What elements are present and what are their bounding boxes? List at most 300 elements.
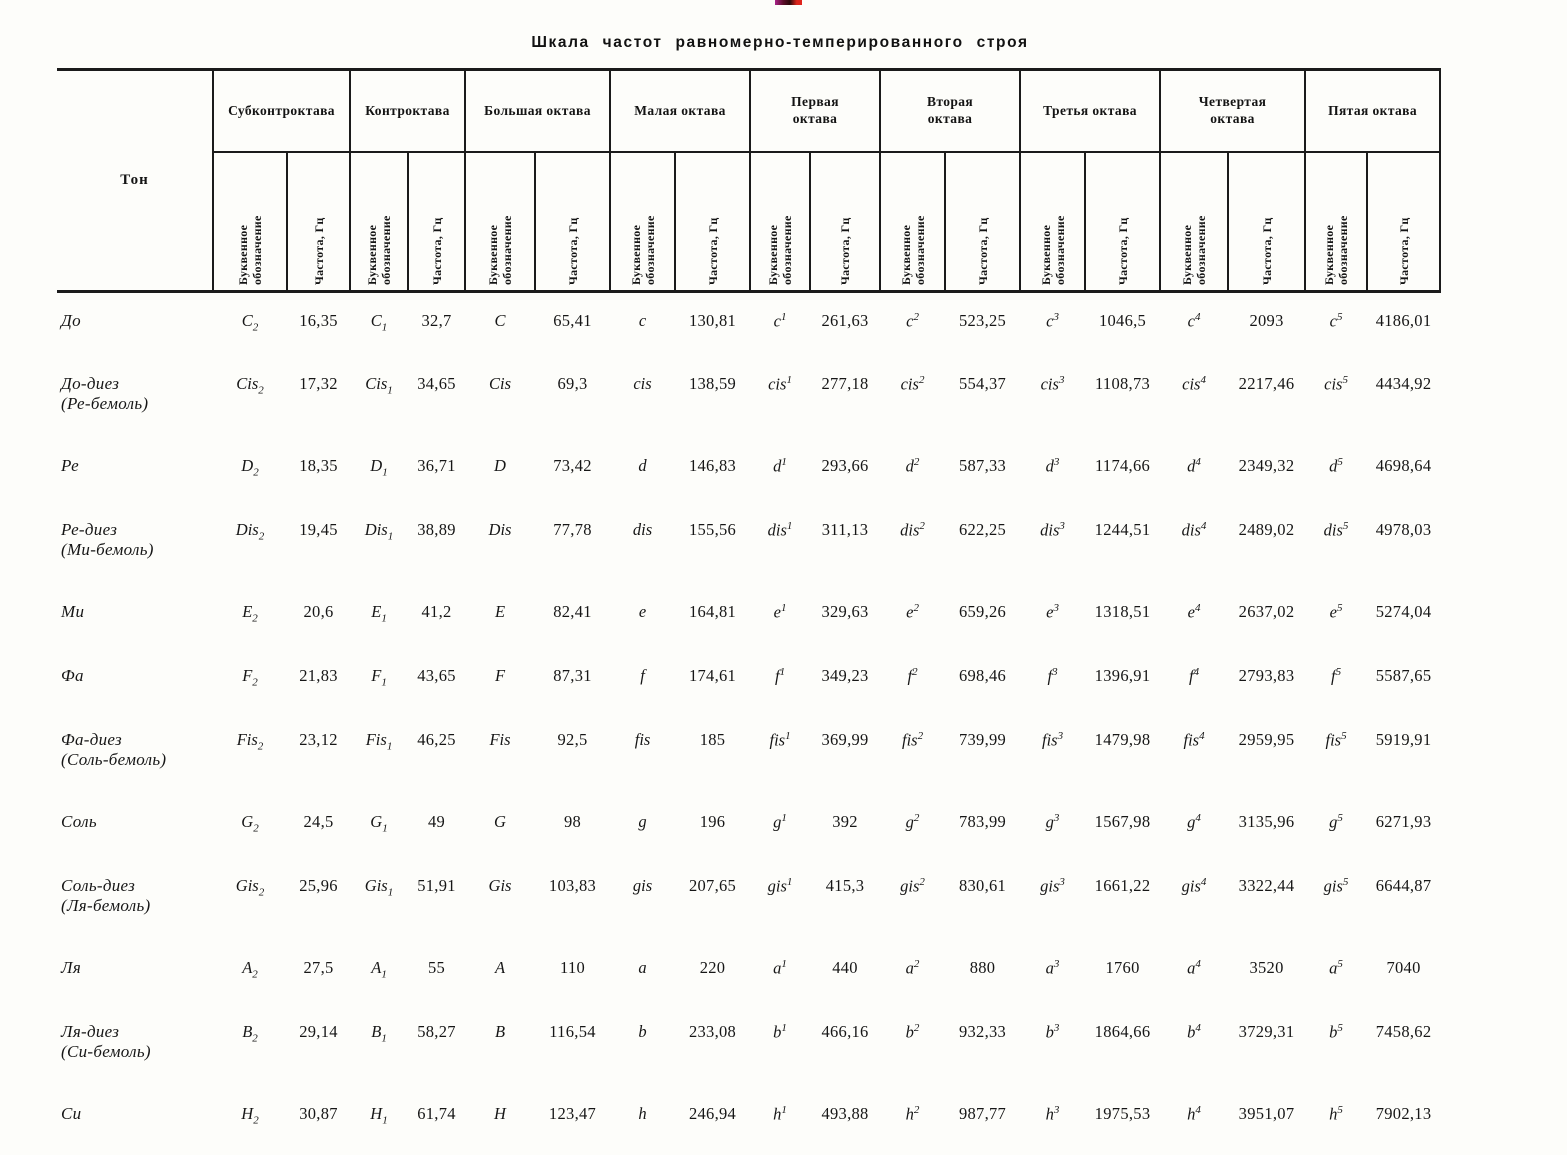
note-letter: Fis [489,729,511,749]
note-frequency: 27,5 [303,957,334,977]
note-frequency: 2489,02 [1238,519,1295,539]
note-frequency: 1760 [1105,957,1140,977]
note-letter: dis$^3$ [1040,519,1065,539]
tone-label: До-диез (Ре-бемоль) [61,373,149,413]
note-frequency: 123,47 [548,1103,597,1123]
note-letter: $E_1$ [371,601,387,624]
letter-designation-header [880,152,945,292]
note-frequency: 3951,07 [1238,1103,1295,1123]
tone-label: Ля [61,957,82,977]
note-frequency: 830,61 [958,875,1007,895]
note-frequency: 4978,03 [1375,519,1432,539]
note-frequency: 220 [699,957,726,977]
note-frequency: 1318,51 [1094,601,1151,621]
note-letter: $H_1$ [370,1103,388,1126]
note-frequency: 277,18 [821,373,869,393]
note-letter: dis$^4$ [1181,519,1207,539]
frequency-header [945,152,1020,292]
table-body [57,292,1440,1150]
note-frequency: 87,31 [553,665,592,685]
note-frequency: 1479,98 [1094,729,1151,749]
table-row [57,794,1440,858]
note-frequency: 69,3 [557,373,588,393]
note-letter: gis$^5$ [1323,875,1349,895]
octave-header [213,70,350,153]
note-letter: $c^2$ [906,311,919,331]
note-frequency: 1567,98 [1094,811,1151,831]
octave-header [750,70,880,153]
note-letter: fis$^5$ [1325,729,1347,749]
table-row [57,356,1440,438]
tone-label: Соль [61,811,97,831]
header-subrow [57,152,1440,292]
note-frequency: 38,89 [417,519,456,539]
note-letter: $H_2$ [241,1103,259,1126]
note-letter: Gis$_2$ [235,875,265,898]
note-frequency: 77,78 [553,519,592,539]
note-frequency: 493,88 [821,1103,869,1123]
note-letter: $f^2$ [907,665,918,685]
letter-designation-header-label: Буквенное обозначение [235,214,264,285]
note-letter: $F_2$ [242,665,258,688]
table-row [57,712,1440,794]
octave-header-label: Вторая октава [926,94,974,126]
note-frequency: 51,91 [417,875,456,895]
table-row [57,292,1440,356]
note-letter: f [640,665,645,685]
tone-label: Ре [61,455,79,475]
note-letter: $a^2$ [905,957,920,977]
note-letter: $A_2$ [242,957,258,980]
tone-label: Фа-диез (Соль-бемоль) [61,729,167,769]
note-letter: $e^1$ [773,601,787,621]
note-frequency: 293,66 [821,455,869,475]
note-letter: $e^4$ [1187,601,1201,621]
frequency-header [1085,152,1160,292]
note-letter: g [638,811,647,831]
note-letter: $b^2$ [905,1021,920,1041]
octave-header-label: Большая октава [484,102,591,118]
note-frequency: 987,77 [958,1103,1007,1123]
note-letter: $g^2$ [905,811,920,831]
note-letter: $C_2$ [241,311,259,334]
note-letter: $f^1$ [774,665,786,685]
table-row [57,584,1440,648]
note-letter: $a^1$ [773,957,787,977]
note-frequency: 32,7 [421,311,452,330]
note-frequency: 6644,87 [1375,875,1432,895]
note-letter: $e^3$ [1046,601,1059,621]
letter-designation-header-label: Буквенное обозначение [485,214,515,285]
note-letter: $e^2$ [906,601,919,621]
note-frequency: 116,54 [549,1021,596,1041]
note-letter: E [494,601,506,621]
note-frequency: 20,6 [303,601,334,621]
note-frequency: 5587,65 [1375,665,1432,685]
note-letter: $f^4$ [1189,665,1200,685]
note-frequency: 24,5 [303,811,334,831]
tone-label: Ля-диез (Си-бемоль) [61,1021,151,1061]
note-letter: $f^5$ [1331,665,1342,685]
note-frequency: 2793,83 [1238,665,1295,685]
frequency-header-label: Частота, Гц [311,216,326,285]
table-row [57,502,1440,584]
note-frequency: 65,41 [553,311,592,330]
letter-designation-header [465,152,535,292]
note-letter: dis$^5$ [1323,519,1349,539]
note-frequency: 196 [699,811,726,831]
note-letter: $C_1$ [370,311,388,334]
frequency-header [1367,152,1440,292]
note-frequency: 4698,64 [1375,455,1432,475]
table-row [57,648,1440,712]
note-frequency: 2637,02 [1238,601,1295,621]
letter-designation-header-label: Буквенное обозначение [1179,214,1209,285]
note-frequency: 6271,93 [1375,811,1432,831]
note-frequency: 349,23 [821,665,869,685]
note-frequency: 233,08 [688,1021,737,1041]
note-letter: $b^4$ [1187,1021,1201,1041]
octave-header [880,70,1020,153]
note-letter: $g^3$ [1045,811,1060,831]
header-octave-row [57,70,1440,153]
note-letter: Cis$_2$ [236,373,264,396]
note-letter: $e^5$ [1329,601,1343,621]
octave-header-label: Третья октава [1043,102,1137,118]
octave-header [465,70,610,153]
note-frequency: 164,81 [688,601,737,621]
octave-header [1305,70,1440,153]
table-row [57,1004,1440,1086]
note-letter: $a^5$ [1329,957,1343,977]
note-letter: Cis$_1$ [365,373,393,396]
note-letter: $d^5$ [1329,455,1343,475]
note-letter: $a^3$ [1045,957,1060,977]
octave-header-label: Четвертая октава [1198,94,1267,126]
note-letter: $g^1$ [773,811,787,831]
note-letter: a [638,957,647,977]
note-frequency: 138,59 [688,373,737,393]
note-frequency: 440 [832,957,858,977]
table-row [57,858,1440,940]
frequency-header-label: Частота, Гц [1259,216,1274,285]
note-frequency: 1174,66 [1094,455,1151,475]
octave-header-label: Пятая октава [1328,102,1418,118]
note-frequency: 659,26 [958,601,1007,621]
note-letter: d [638,455,647,475]
note-frequency: 16,35 [299,311,338,330]
note-letter: $b^5$ [1329,1021,1343,1041]
note-frequency: 43,65 [417,665,456,685]
note-frequency: 311,13 [821,519,869,539]
note-letter: dis [632,519,653,539]
note-letter: $a^4$ [1187,957,1201,977]
note-letter: $B_2$ [242,1021,258,1044]
note-frequency: 19,45 [299,519,338,539]
note-letter: G [494,811,506,831]
note-letter: fis [634,729,651,749]
note-frequency: 92,5 [557,729,588,749]
octave-header-label: Малая октава [634,102,726,118]
note-frequency: 30,87 [299,1103,338,1123]
note-letter: $d^2$ [905,455,920,475]
note-frequency: 17,32 [299,373,338,393]
octave-header [1160,70,1305,153]
note-letter: dis$^1$ [767,519,793,539]
note-frequency: 698,46 [958,665,1007,685]
note-letter: fis$^3$ [1041,729,1064,749]
note-letter: $c^1$ [773,311,787,331]
note-letter: $h^1$ [773,1103,787,1123]
note-letter: fis$^1$ [769,729,791,749]
note-letter: Gis$_1$ [364,875,394,898]
letter-designation-header-label: Буквенное обозначение [628,214,657,285]
note-letter: dis$^2$ [900,519,925,539]
note-frequency: 415,3 [825,875,865,895]
note-letter: fis$^4$ [1183,729,1205,749]
note-frequency: 369,99 [821,729,869,749]
note-letter: $G_1$ [370,811,388,834]
note-letter: $E_2$ [242,601,258,624]
octave-header-label: Контроктава [365,102,450,118]
note-frequency: 4186,01 [1375,311,1432,330]
tone-label: Ми [61,601,85,621]
note-frequency: 23,12 [299,729,338,749]
note-frequency: 1975,53 [1094,1103,1151,1123]
note-letter: $g^5$ [1329,811,1343,831]
note-frequency: 246,94 [688,1103,737,1123]
note-frequency: 34,65 [417,373,456,393]
note-frequency: 174,61 [688,665,737,685]
octave-header-label: Первая октава [791,94,839,126]
note-letter: $D_1$ [370,455,388,478]
note-frequency: 739,99 [958,729,1007,749]
frequency-header [675,152,750,292]
note-letter: e [638,601,647,621]
scan-red-mark [775,0,802,5]
table-row [57,940,1440,1004]
tone-label: До [61,311,81,330]
note-frequency: 25,96 [299,875,338,895]
frequency-header-label: Частота, Гц [705,216,720,285]
note-frequency: 29,14 [299,1021,338,1041]
note-frequency: 21,83 [299,665,338,685]
octave-header [610,70,750,153]
note-frequency: 392 [832,811,858,831]
note-letter: Cis [489,373,512,393]
note-frequency: 5274,04 [1375,601,1432,621]
note-frequency: 783,99 [958,811,1007,831]
note-letter: A [494,957,506,977]
note-letter: cis$^3$ [1040,373,1065,393]
note-letter: gis$^1$ [767,875,793,895]
letter-designation-header [1160,152,1228,292]
octave-header [350,70,465,153]
note-letter: $c^5$ [1329,311,1343,331]
note-letter: b [638,1021,647,1041]
letter-designation-header-label: Буквенное обозначение [1321,214,1351,285]
note-letter: $A_1$ [371,957,387,980]
note-letter: fis$^2$ [901,729,924,749]
note-letter: B [494,1021,506,1041]
note-letter: $h^4$ [1187,1103,1201,1123]
note-letter: Gis [488,875,512,895]
note-frequency: 185 [699,729,726,749]
note-letter: Fis$_2$ [236,729,264,752]
frequency-header-label: Частота, Гц [1396,216,1411,285]
note-letter: h [638,1103,647,1123]
note-frequency: 61,74 [417,1103,456,1123]
note-frequency: 58,27 [417,1021,456,1041]
note-frequency: 4434,92 [1375,373,1432,393]
tone-label: Соль-диез (Ля-бемоль) [61,875,151,915]
note-frequency: 55 [427,957,446,977]
octave-header-label: Субконтроктава [228,102,335,118]
note-frequency: 1046,5 [1098,311,1147,330]
table-row [57,1086,1440,1150]
note-letter: $G_2$ [241,811,259,834]
note-frequency: 3322,44 [1238,875,1295,895]
frequency-header [287,152,350,292]
note-frequency: 2093 [1249,311,1284,330]
tone-column-header: Тон [57,70,213,292]
note-letter: Fis$_1$ [365,729,393,752]
frequency-header-label: Частота, Гц [565,216,580,285]
note-frequency: 523,25 [958,311,1007,330]
frequency-table [57,68,1441,1150]
note-frequency: 2217,46 [1238,373,1295,393]
note-frequency: 1108,73 [1094,373,1151,393]
note-frequency: 41,2 [421,601,452,621]
note-frequency: 7902,13 [1375,1103,1432,1123]
note-frequency: 3135,96 [1238,811,1295,831]
note-frequency: 36,71 [417,455,456,475]
note-letter: H [494,1103,506,1123]
tone-label: Си [61,1103,82,1123]
note-frequency: 2349,32 [1238,455,1295,475]
note-letter: D [494,455,506,475]
note-letter: Dis$_2$ [235,519,265,542]
note-letter: $b^3$ [1045,1021,1060,1041]
note-letter: gis$^3$ [1040,875,1065,895]
letter-designation-header [750,152,810,292]
note-frequency: 155,56 [688,519,737,539]
note-letter: $D_2$ [241,455,259,478]
note-letter: $c^4$ [1187,311,1201,331]
note-frequency: 880 [969,957,996,977]
note-frequency: 1661,22 [1094,875,1151,895]
note-letter: $f^3$ [1047,665,1058,685]
note-letter: $h^5$ [1329,1103,1343,1123]
note-letter: $c^3$ [1046,311,1059,331]
note-letter: gis$^2$ [900,875,925,895]
frequency-header [408,152,465,292]
note-letter: $d^1$ [773,455,787,475]
note-frequency: 932,33 [958,1021,1007,1041]
note-frequency: 3520 [1249,957,1284,977]
note-letter: gis [632,875,653,895]
letter-designation-header [350,152,408,292]
note-frequency: 261,63 [821,311,869,330]
note-frequency: 110 [560,957,586,977]
note-letter: $g^4$ [1187,811,1201,831]
note-frequency: 622,25 [958,519,1007,539]
note-letter: F [494,665,506,685]
letter-designation-header-label: Буквенное обозначение [364,214,394,285]
letter-designation-header-label: Буквенное обозначение [898,214,927,285]
note-letter: cis$^5$ [1324,373,1348,393]
note-letter: $b^1$ [773,1021,787,1041]
octave-header [1020,70,1160,153]
note-letter: cis [633,373,652,393]
note-frequency: 329,63 [821,601,869,621]
table-row [57,438,1440,502]
note-frequency: 46,25 [417,729,456,749]
note-frequency: 130,81 [688,311,737,330]
note-letter: c [638,311,647,330]
note-frequency: 49 [427,811,446,831]
note-letter: cis$^4$ [1182,373,1206,393]
note-letter: $d^3$ [1045,455,1060,475]
note-frequency: 466,16 [821,1021,869,1041]
note-frequency: 554,37 [958,373,1007,393]
letter-designation-header [213,152,287,292]
note-letter: $h^2$ [905,1103,920,1123]
note-frequency: 1396,91 [1094,665,1151,685]
table-header [57,70,1440,292]
note-letter: Dis$_1$ [364,519,394,542]
note-frequency: 7458,62 [1375,1021,1432,1041]
frequency-header-label: Частота, Гц [1115,216,1130,285]
note-frequency: 73,42 [553,455,592,475]
note-frequency: 82,41 [553,601,592,621]
note-letter: cis$^1$ [768,373,792,393]
frequency-header-label: Частота, Гц [975,216,990,285]
letter-designation-header-label: Буквенное обозначение [1038,214,1067,285]
note-letter: gis$^4$ [1181,875,1207,895]
note-frequency: 18,35 [299,455,338,475]
frequency-header [810,152,880,292]
note-frequency: 2959,95 [1238,729,1295,749]
note-frequency: 1864,66 [1094,1021,1151,1041]
letter-designation-header-label: Буквенное обозначение [765,214,795,285]
frequency-header [535,152,610,292]
note-frequency: 98 [563,811,582,831]
note-frequency: 3729,31 [1238,1021,1295,1041]
letter-designation-header [1020,152,1085,292]
note-frequency: 7040 [1386,957,1421,977]
note-frequency: 5919,91 [1375,729,1432,749]
frequency-header [1228,152,1305,292]
letter-designation-header [610,152,675,292]
frequency-header-label: Частота, Гц [429,216,444,285]
letter-designation-header [1305,152,1367,292]
note-letter: cis$^2$ [900,373,925,393]
page-title: Шкала частот равномерно-темперированного строя [531,34,1029,51]
note-frequency: 207,65 [688,875,737,895]
note-frequency: 103,83 [548,875,597,895]
tone-label: Фа [61,665,84,685]
note-frequency: 587,33 [958,455,1007,475]
note-letter: $B_1$ [371,1021,387,1044]
note-letter: $F_1$ [371,665,387,688]
note-letter: C [494,311,506,330]
note-frequency: 1244,51 [1094,519,1151,539]
note-letter: $h^3$ [1045,1103,1060,1123]
frequency-header-label: Частота, Гц [837,216,852,285]
note-letter: Dis [488,519,512,539]
tone-label: Ре-диез (Ми-бемоль) [61,519,154,559]
